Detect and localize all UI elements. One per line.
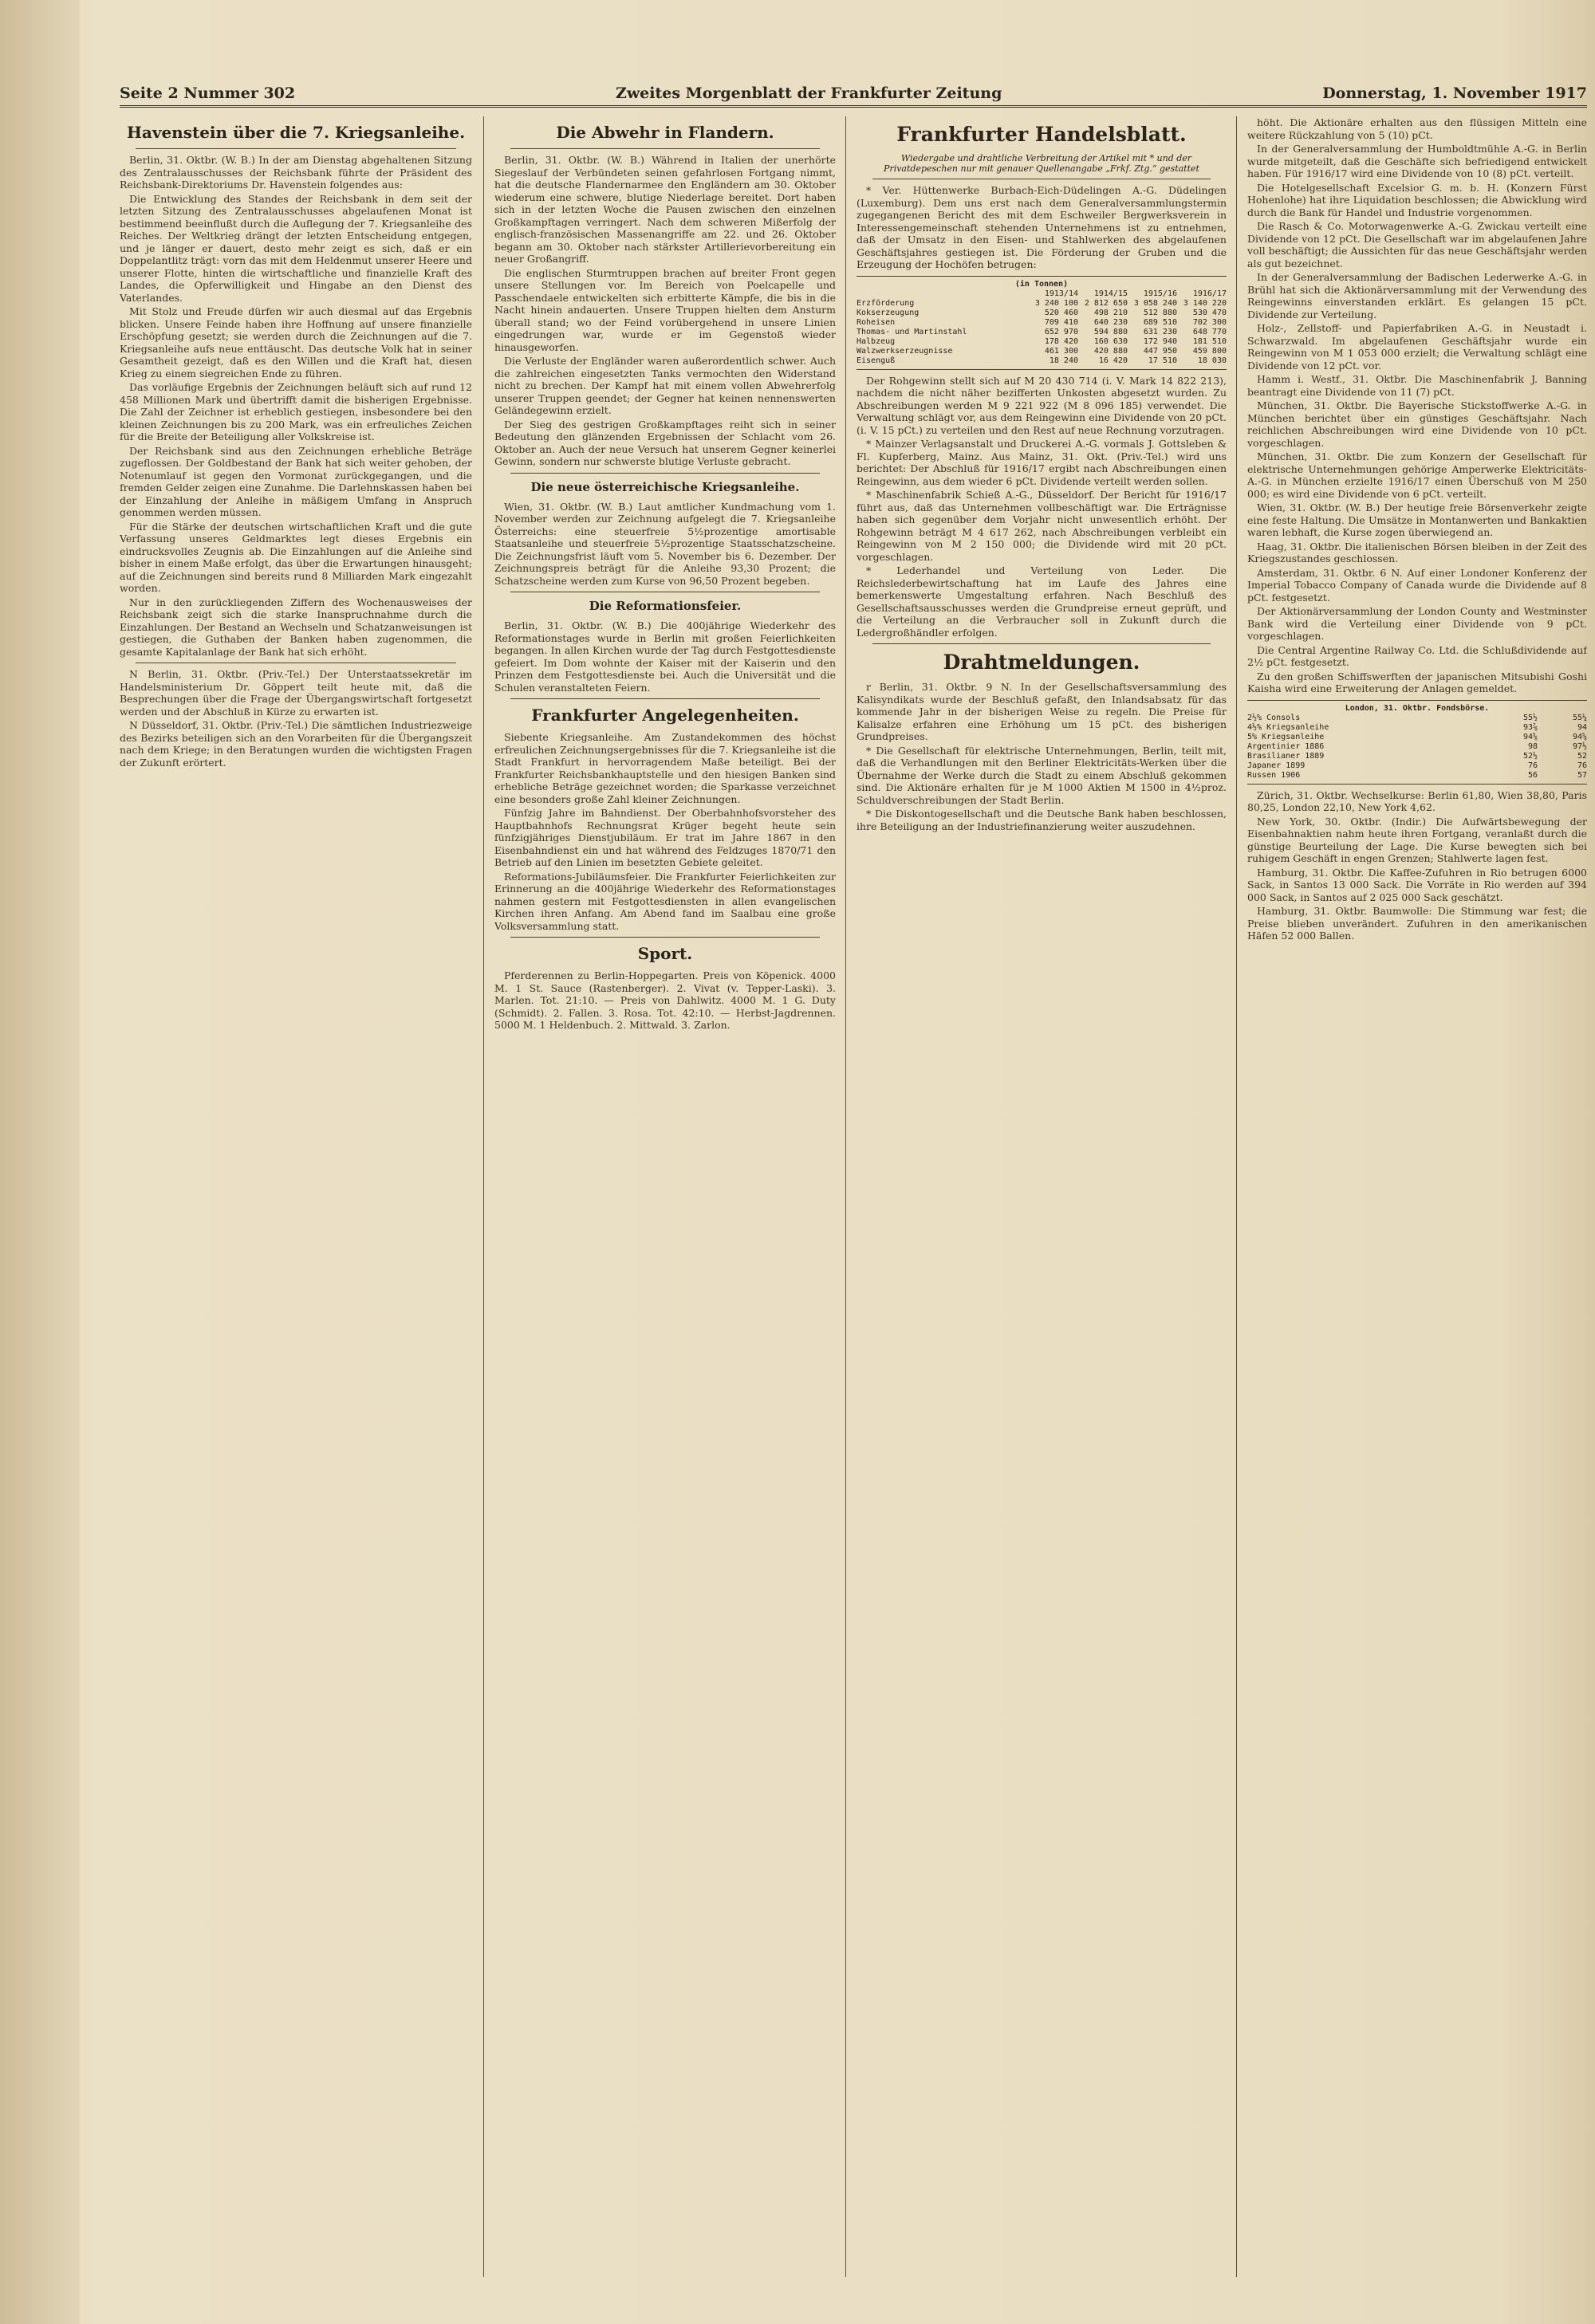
paragraph: Die Verluste der Engländer waren außerordentlich schwer. Auch die zahlreichen eingesetzten Tanks vermochten den Widerstand nicht zu brechen. Der Kampf hat mit einem vollen Abwehrerfolg unserer Truppen geendet; der Gegner hat keinen nennenswerten Geländegewinn erzielt. — [494, 355, 836, 416]
divider — [510, 473, 820, 474]
paragraph: r Berlin, 31. Oktbr. 9 N. In der Gesellschaftsversammlung des Kalisyndikats wurde der Beschluß gefaßt, den Inlandsabsatz für das kommende Jahr in der bisherigen Weise zu regeln. Die Preise für Kalisalze erfahren eine Erhöhung um 15 pCt. des bisherigen Grundpreises. — [857, 681, 1227, 742]
table-cell: Roheisen — [857, 317, 896, 327]
reprint-note: Wiedergabe und drahtliche Verbreitung der Artikel mit * und der Privatdepeschen nur mit genauer Quellenangabe „Frkf. Ztg.“ gestattet — [884, 153, 1199, 174]
article-headline: Havenstein über die 7. Kriegsanleihe. — [126, 123, 466, 142]
section-headline: Drahtmeldungen. — [943, 651, 1140, 674]
table-cell: 2½% Consols — [1247, 713, 1301, 722]
paragraph: * Mainzer Verlagsanstalt und Druckerei A.-G. vormals J. Gottsleben & Fl. Kupferberg, Mainz. Aus Mainz, 31. Okt. (Priv.-Tel.) wird uns berichtet: Der Abschluß für 1916/17 ergibt nach Abschreibungen einen Reingewinn, aus dem wieder 6 pCt. Dividende verteilt werden sollen. — [857, 438, 1227, 487]
paragraph: Der Sieg des gestrigen Großkampftages reiht sich in seiner Bedeutung den glänzenden Ergebnissen der Schlacht vom 26. Oktober an. Auch der neue Versuch hat unserem Gegner keinerlei Gewinn, sondern nur schwerste blutige Verluste gebracht. — [494, 418, 836, 467]
paragraph: Zu den großen Schiffswerften der japanischen Mitsubishi Goshi Kaisha wird eine Erweiterung der Anlagen gemeldet. — [1247, 670, 1587, 694]
table-cell: 76 — [1527, 761, 1538, 770]
paragraph: Die englischen Sturmtruppen brachen auf breiter Front gegen unsere Stellungen vor. Im Bereich von Poelcapelle und Passchendaele entwickelten sich erbitterte Kämpfe, die bis in die Nacht hinein andauerten. Unsere Truppen hielten dem Ansturm überall stand; wo der Feind vorübergehend in unsere Linien eingedrungen war, wurde er im Gegenstoß wieder hinausgeworfen. — [494, 266, 836, 353]
table-row — [857, 328, 1227, 337]
paragraph: N Berlin, 31. Oktbr. (Priv.-Tel.) Der Unterstaatssekretär im Handelsministerium Dr. Göppert teilt heute mit, daß die Besprechungen über die Frage der Übergangswirtschaft fortgesetzt werden und der Abschluß in Kürze zu erwarten ist. — [120, 668, 472, 718]
page-margin — [0, 0, 80, 2324]
table-row — [1247, 761, 1587, 771]
table-body — [857, 299, 1227, 366]
table-title: London, 31. Oktbr. Fondsbörse. — [1345, 703, 1490, 713]
table-cell: 52½ — [1522, 751, 1538, 761]
paragraph: Der Rohgewinn stellt sich auf M 20 430 714 (i. V. Mark 14 822 213), nachdem die nicht näher bezifferten Unkosten abgesetzt wurden. Zu Abschreibungen werden M 9 221 922 (M 8 096 185) verwendet. Die Verwaltung schlägt vor, aus dem Reingewinn eine Dividende von 20 pCt. (i. V. 15 pCt.) zu verteilen und den Rest auf neue Rechnung vorzutragen. — [857, 374, 1227, 436]
paragraph: München, 31. Oktbr. Die Bayerische Stickstoffwerke A.-G. in München berichtet über ein günstiges Geschäftsjahr. Nach reichlichen Abschreibungen wird eine Dividende von 10 pCt. vorgeschlagen. — [1247, 399, 1587, 449]
paragraph: Siebente Kriegsanleihe. Am Zustandekommen des höchst erfreulichen Zeichnungsergebnisses für die 7. Kriegsanleihe ist die Stadt Frankfurt in hervorragendem Maße beteiligt. Bei der Frankfurter Reichsbankhauptstelle und den hiesigen Banken sind erhebliche Beträge gezeichnet worden; die Sparkasse verzeichnet eine besonders große Zahl kleiner Zeichnungen. — [494, 731, 836, 805]
header-page-number: Seite 2 Nummer 302 — [120, 85, 296, 102]
divider — [510, 698, 820, 699]
table-header-cell: 1914/15 — [1093, 289, 1128, 298]
table-cell: 94 — [1577, 722, 1587, 732]
paragraph: New York, 30. Oktbr. (Indir.) Die Aufwärtsbewegung der Eisenbahnaktien nahm heute ihren Fortgang, veranlaßt durch die günstige Beurteilung der Lage. Die Kurse bewegten sich bei ruhigem Geschäft in engen Grenzen; Stahlwerte lagen fest. — [1247, 815, 1587, 864]
table-cell: 459 800 — [1192, 346, 1227, 356]
table-cell: 512 880 — [1143, 308, 1177, 317]
table-row — [857, 309, 1227, 318]
paragraph: München, 31. Oktbr. Die zum Konzern der Gesellschaft für elektrische Unternehmungen gehörige Amperwerke Elektricitäts-A.-G. in München erzielte 1916/17 einen Überschuß von M 250 000; es wird eine Dividende von 6 pCt. verteilt. — [1247, 450, 1587, 500]
table-cell: 55¼ — [1572, 713, 1587, 722]
table-cell: 160 630 — [1093, 336, 1128, 346]
column-rule — [483, 116, 484, 2277]
table-cell: 52 — [1577, 751, 1587, 761]
table-row — [857, 318, 1227, 328]
paragraph: In der Generalversammlung der Badischen Lederwerke A.-G. in Brühl hat sich die Aktionärversammlung mit der Verwendung des Reingewinns einverstanden erklärt. Es gelangen 15 pCt. Dividende zur Verteilung. — [1247, 271, 1587, 320]
table-cell: 461 300 — [1044, 346, 1078, 356]
paragraph: Wien, 31. Oktbr. (W. B.) Der heutige freie Börsenverkehr zeigte eine feste Haltung. Die Umsätze in Montanwerten und Bankaktien waren lebhaft, die Kurse zogen überwiegend an. — [1247, 501, 1587, 538]
divider — [872, 643, 1211, 644]
column-2 — [494, 116, 836, 2269]
paragraph: Hamburg, 31. Oktbr. Baumwolle: Die Stimmung war fest; die Preise blieben unverändert. Zufuhren in den amerikanischen Häfen 52 000 Ballen. — [1247, 905, 1587, 942]
column-rule — [845, 116, 846, 2277]
table-cell: 18 030 — [1197, 356, 1227, 365]
header-masthead: Zweites Morgenblatt der Frankfurter Zeitung — [615, 85, 1002, 102]
paragraph: Reformations-Jubiläumsfeier. Die Frankfurter Feierlichkeiten zur Erinnerung an die 400jährige Wiederkehr des Reformationstages nahmen gestern mit Festgottesdiensten in allen evangelischen Kirchen ihren Anfang. Am Abend fand im Saalbau eine große Volksversammlung statt. — [494, 870, 836, 932]
paragraph: * Die Gesellschaft für elektrische Unternehmungen, Berlin, teilt mit, daß die Verhandlungen mit den Berliner Elektricitäts-Werken über die Übernahme der Werke durch die Stadt zu einem Abschluß gekommen sind. Die Aktionäre erhalten für je M 1000 Aktien M 1500 in 4½proz. Schuldverschreibungen der Stadt Berlin. — [857, 744, 1227, 806]
table-cell: 93⅞ — [1522, 722, 1538, 732]
divider — [136, 148, 456, 149]
table-cell: 94⅝ — [1522, 732, 1538, 741]
table-cell: Brasilianer 1889 — [1247, 751, 1325, 761]
column-3 — [857, 116, 1227, 2269]
table-cell: 3 240 100 — [1034, 298, 1078, 308]
paragraph: Pferderennen zu Berlin-Hoppegarten. Preis von Köpenick. 4000 M. 1 St. Sauce (Rastenberger). 2. Vivat (v. Tepper-Laski). 3. Marlen. Tot. 21:10. — Preis von Dahlwitz. 4000 M. 1 G. Duty (Schmidt). 2. Fallen. 3. Rosa. Tot. 42:10. — Herbst-Jagdrennen. 5000 M. 1 Heldenbuch. 2. Mittwald. 3. Zarlon. — [494, 969, 836, 1031]
paragraph: * Die Diskontogesellschaft und die Deutsche Bank haben beschlossen, ihre Beteiligung an der Industriefinanzierung weiter auszudehnen. — [857, 808, 1227, 832]
paragraph: Haag, 31. Oktbr. Die italienischen Börsen bleiben in der Zeit des Kriegszustandes geschlossen. — [1247, 540, 1587, 564]
table-cell: 17 510 — [1148, 356, 1177, 365]
paragraph: Die Central Argentine Railway Co. Ltd. die Schlußdividende auf 2½ pCt. festgesetzt. — [1247, 643, 1587, 668]
paragraph: In der Generalversammlung der Humboldtmühle A.-G. in Berlin wurde mitgeteilt, daß die Geschäfte sich befriedigend entwickelt haben. Für 1916/17 wird eine Dividende von 10 (8) pCt. verteilt. — [1247, 143, 1587, 179]
table-cell: 97½ — [1572, 741, 1587, 751]
table-cell: 18 240 — [1049, 356, 1078, 365]
table-cell: 76 — [1577, 761, 1587, 770]
table-cell: 178 420 — [1044, 336, 1078, 346]
table-cell: 55½ — [1522, 713, 1538, 722]
paragraph: Berlin, 31. Oktbr. (W. B.) Während in Italien der unerhörte Siegeslauf der Verbündeten seinen gefahrlosen Fortgang nimmt, hat die deutsche Flandernarmee den Engländern am 30. Oktober wiederum eine schwere, blutige Niederlage bereitet. Dort haben sich in der letzten Woche die Pausen zwischen den einzelnen Großkampftagen verringert. Nach dem schweren Mißerfolg der englisch-französischen Massenangriffe am 22. und 26. Oktober begann am 30. Oktober nach stärkster Artillerievorbereitung ein neuer Großangriff. — [494, 154, 836, 265]
paragraph: Wien, 31. Oktbr. (W. B.) Laut amtlicher Kundmachung vom 1. November werden zur Zeichnung aufgelegt die 7. Kriegsanleihe Österreichs: eine steuerfreie 5½prozentige amortisable Staatsanleihe und steuerfreie 5½prozentige Staatsschatzscheine. Die Zeichnungsfrist läuft vom 5. November bis 6. Dezember. Der Zeichnungspreis beträgt für die Anleihe 93,30 Prozent; die Schatzscheine werden zum Kurse von 96,50 Prozent begeben. — [494, 500, 836, 587]
paragraph: Das vorläufige Ergebnis der Zeichnungen beläuft sich auf rund 12 458 Millionen Mark und übertrifft damit die bisherigen Ergebnisse. Die Zahl der Zeichner ist erheblich gestiegen, insbesondere bei den kleinen Zeichnungen bis zu 200 Mark, was ein erfreuliches Zeichen für die Breite der Beteiligung aller Volkskreise ist. — [120, 381, 472, 442]
section-headline: Frankfurter Handelsblatt. — [896, 123, 1187, 146]
table-cell: Eisenguß — [857, 356, 896, 365]
table-cell: Erzförderung — [857, 298, 915, 308]
table-header-cell: 1915/16 — [1143, 289, 1177, 298]
paragraph: N Düsseldorf, 31. Oktbr. (Priv.-Tel.) Die sämtlichen Industriezweige des Bezirks beteiligen sich an den Vorarbeiten für die Übergangszeit nach dem Kriege; in den Beratungen wurden die wichtigsten Fragen der Zukunft erörtert. — [120, 719, 472, 769]
table-cell: 709 410 — [1044, 317, 1078, 327]
table-cell: Argentinier 1886 — [1247, 741, 1325, 751]
table-cell: 652 970 — [1044, 327, 1078, 336]
table-row — [1247, 723, 1587, 733]
paragraph: * Lederhandel und Verteilung von Leder. Die Reichslederbewirtschaftung hat im Laufe des Jahres eine bemerkenswerte Umgestaltung erfahren. Nach Beschluß des Gesellschaftsausschusses werden die Grundpreise erneut geprüft, und die Verteilung an die Verbraucher soll in Zukunft durch die Ledergroßhändler erfolgen. — [857, 564, 1227, 639]
table-row — [1247, 742, 1587, 752]
header-date: Donnerstag, 1. November 1917 — [1322, 85, 1587, 102]
table-cell: 420 880 — [1093, 346, 1128, 356]
table-row — [1247, 752, 1587, 761]
table-cell: 56 — [1527, 770, 1538, 780]
table-cell: Japaner 1899 — [1247, 761, 1306, 770]
paragraph: Hamm i. Westf., 31. Oktbr. Die Maschinenfabrik J. Banning beantragt eine Dividende von 11 (7) pCt. — [1247, 373, 1587, 398]
divider — [510, 937, 820, 938]
table-cell: 447 950 — [1143, 346, 1177, 356]
paragraph: Für die Stärke der deutschen wirtschaftlichen Kraft und die gute Verfassung unseres Geldmarktes legt dieses Ergebnis ein eindrucksvolles Zeugnis ab. Die Einzahlungen auf die Anleihe sind bisher in einem Maße erfolgt, das über die Erwartungen hinausgeht; auf die Zeichnungen sind bereits rund 8 Milliarden Mark eingezahlt worden. — [120, 520, 472, 594]
table-cell: Thomas- und Martinstahl — [857, 327, 967, 336]
table-cell: 530 470 — [1192, 308, 1227, 317]
table-cell: 640 230 — [1093, 317, 1128, 327]
london-quotes-table — [1247, 700, 1587, 784]
paragraph: Fünfzig Jahre im Bahndienst. Der Oberbahnhofsvorsteher des Hauptbahnhofs Rechnungsrat Krüger begeht heute sein fünfzigjähriges Dienstjubiläum. Er trat im Jahre 1867 in den Eisenbahndienst ein und hat während des Feldzuges 1870/71 den Betrieb auf den Linien im besetzten Gebiete geleitet. — [494, 807, 836, 868]
article-headline: Frankfurter Angelegenheiten. — [531, 706, 799, 725]
table-cell: 98 — [1527, 741, 1538, 751]
table-cell: 4½% Kriegsanleihe — [1247, 722, 1329, 732]
table-cell: Walzwerkserzeugnisse — [857, 346, 953, 356]
table-cell: 57 — [1577, 770, 1587, 780]
table-cell: 702 300 — [1192, 317, 1227, 327]
paragraph: Amsterdam, 31. Oktbr. 6 N. Auf einer Londoner Konferenz der Imperial Tobacco Company of Canada wurde die Dividende auf 8 pCt. festgesetzt. — [1247, 566, 1587, 604]
page-header — [120, 78, 1587, 108]
paragraph: Die Rasch & Co. Motorwagenwerke A.-G. Zwickau verteilt eine Dividende von 12 pCt. Die Gesellschaft war im abgelaufenen Jahre voll beschäftigt; die Aussichten für das neue Geschäftsjahr werden als gut bezeichnet. — [1247, 220, 1587, 269]
paragraph: Mit Stolz und Freude dürfen wir auch diesmal auf das Ergebnis blicken. Unsere Feinde haben ihre Hoffnung auf unsere finanzielle Erschöpfung gesetzt; sie werden durch die Zeichnungen auf die 7. Kriegsanleihe aufs neue enttäuscht. Das deutsche Volk hat in seiner Gesamtheit gezeigt, daß es den Willen und die Kraft hat, diesen Krieg zu einem siegreichen Ende zu führen. — [120, 305, 472, 379]
paragraph: Hamburg, 31. Oktbr. Die Kaffee-Zufuhren in Rio betrugen 6000 Sack, in Santos 13 000 Sack. Die Vorräte in Rio werden auf 394 000 Sack, in Santos auf 2 025 000 Sack geschätzt. — [1247, 866, 1587, 903]
table-cell: 520 460 — [1044, 308, 1078, 317]
paragraph: Der Reichsbank sind aus den Zeichnungen erhebliche Beträge zugeflossen. Der Goldbestand der Bank hat sich weiter gehoben, der Notenumlauf ist gegen den Vormonat zurückgegangen, und die fremden Gelder zeigen eine Zunahme. Die Darlehnskassen haben bei der Einzahlung der Anleihe in mäßigem Umfang in Anspruch genommen werden müssen. — [120, 444, 472, 518]
table-cell: Russen 1906 — [1247, 770, 1301, 780]
table-cell: 94⅝ — [1572, 732, 1587, 741]
table-row — [1247, 733, 1587, 742]
production-table — [857, 276, 1227, 370]
table-cell: 594 880 — [1093, 327, 1128, 336]
paragraph: Zürich, 31. Oktbr. Wechselkurse: Berlin 61,80, Wien 38,80, Paris 80,25, London 22,10, New York 4,62. — [1247, 788, 1587, 813]
table-header-row — [857, 289, 1227, 299]
column-rule — [1236, 116, 1237, 2277]
paragraph: Die Hotelgesellschaft Excelsior G. m. b. H. (Konzern Fürst Hohenlohe) hat ihre Liquidation beschlossen; die Abwicklung wird durch die Bank für Handel und Industrie vorgenommen. — [1247, 181, 1587, 218]
table-row — [857, 356, 1227, 366]
table-cell: 3 058 240 — [1133, 298, 1177, 308]
paragraph: Nur in den zurückliegenden Ziffern des Wochenausweises der Reichsbank zeigt sich die starke Inanspruchnahme durch die Einzahlungen. Der Bestand an Wechseln und Schatzanweisungen ist gestiegen, die Guthaben der Banken haben zugenommen, die gesamte Kapitalanlage der Bank hat sich erhöht. — [120, 596, 472, 658]
paragraph: Der Aktionärversammlung der London County and Westminster Bank wird die Verteilung einer Dividende von 9 pCt. vorgeschlagen. — [1247, 605, 1587, 642]
paragraph: Holz-, Zellstoff- und Papierfabriken A.-G. in Neustadt i. Schwarzwald. Im abgelaufenen Geschäftsjahr wurde ein Reingewinn von M 1 053 000 erzielt; die Verwaltung schlägt eine Dividende von 12 pCt. vor. — [1247, 322, 1587, 372]
table-cell: Kokserzeugung — [857, 308, 920, 317]
article-headline: Die Reformationsfeier. — [589, 599, 742, 613]
article-headline: Die neue österreichische Kriegsanleihe. — [530, 479, 800, 494]
table-cell: Halbzeug — [857, 336, 896, 346]
paragraph: Berlin, 31. Oktbr. (W. B.) In der am Dienstag abgehaltenen Sitzung des Zentralausschusses der Reichsbank führte der Präsident des Reichsbank-Direktoriums Dr. Havenstein folgendes aus: — [120, 154, 472, 191]
table-row — [1247, 771, 1587, 781]
table-cell: 181 510 — [1192, 336, 1227, 346]
article-headline: Sport. — [637, 944, 693, 963]
table-cell: 689 510 — [1143, 317, 1177, 327]
table-cell: 2 812 650 — [1084, 298, 1128, 308]
table-cell: 498 210 — [1093, 308, 1128, 317]
article-headline: Die Abwehr in Flandern. — [556, 123, 774, 142]
table-row — [857, 299, 1227, 309]
table-cell: 631 230 — [1143, 327, 1177, 336]
table-body — [1247, 714, 1587, 781]
paragraph: Berlin, 31. Oktbr. (W. B.) Die 400jährige Wiederkehr des Reformationstages wurde in Berlin mit großen Feierlichkeiten begangen. In allen Kirchen wurde der Tag durch Festgottesdienste gefeiert. Im Dom wohnte der Kaiser mit der Kaiserin und den Prinzen dem Festgottesdienste bei. Auch die Universität und die Schulen veranstalteten Feiern. — [494, 619, 836, 694]
column-1 — [120, 116, 472, 2269]
divider — [510, 148, 820, 149]
paragraph: * Ver. Hüttenwerke Burbach-Eich-Düdelingen A.-G. Düdelingen (Luxemburg). Dem uns erst nach dem Generalversammlungstermin zugegangenen Bericht des mit dem Eschweiler Bergwerksverein in Interessengemeinschaft stehenden Unternehmens ist zu entnehmen, daß der Umsatz in den Eisen- und Stahlwerken des abgelaufenen Geschäftsjahres gestiegen ist. Die Förderung der Gruben und die Erzeugung der Hochöfen betrugen: — [857, 184, 1227, 270]
table-header-cell: 1913/14 — [1044, 289, 1078, 298]
table-cell: 172 940 — [1143, 336, 1177, 346]
table-cell: 648 770 — [1192, 327, 1227, 336]
table-header-cell: 1916/17 — [1192, 289, 1227, 298]
column-4 — [1247, 116, 1587, 2269]
table-row — [857, 337, 1227, 347]
table-header-cell — [857, 289, 1029, 299]
table-row — [1247, 714, 1587, 723]
paragraph: Die Entwicklung des Standes der Reichsbank in dem seit der letzten Sitzung des Zentralausschusses abgelaufenen Monat ist bestimmend beeinflußt durch die Auflegung der 7. Kriegsanleihe des Reiches. Der Weltkrieg drängt der letzten Entscheidung entgegen, und je länger er dauert, desto mehr zeigt es sich, daß er ein Doppelantlitz trägt: vorn das mit dem Heldenmut unserer Heere und unserer Flotte, hinten die wirtschaftliche und finanzielle Kraft des Landes, die Opferwilligkeit und Hingabe an den Dienst des Vaterlandes. — [120, 192, 472, 304]
paragraph: * Maschinenfabrik Schieß A.-G., Düsseldorf. Der Bericht für 1916/17 führt aus, daß das Unternehmen vollbeschäftigt war. Die Erträgnisse haben sich gegenüber dem Vorjahr nicht unwesentlich erhöht. Der Rohgewinn beträgt M 4 617 262, nach Abschreibungen verbleibt ein Reingewinn von M 2 150 000; die Dividende wird mit 20 pCt. vorgeschlagen. — [857, 489, 1227, 563]
table-cell: 16 420 — [1098, 356, 1128, 365]
table-cell: 3 140 220 — [1183, 298, 1227, 308]
table-row — [857, 347, 1227, 356]
table-cell: 5% Kriegsanleihe — [1247, 732, 1325, 741]
paragraph: höht. Die Aktionäre erhalten aus den flüssigen Mitteln eine weitere Rückzahlung von 5 (10) pCt. — [1247, 116, 1587, 141]
table-title: (in Tonnen) — [1014, 279, 1069, 289]
